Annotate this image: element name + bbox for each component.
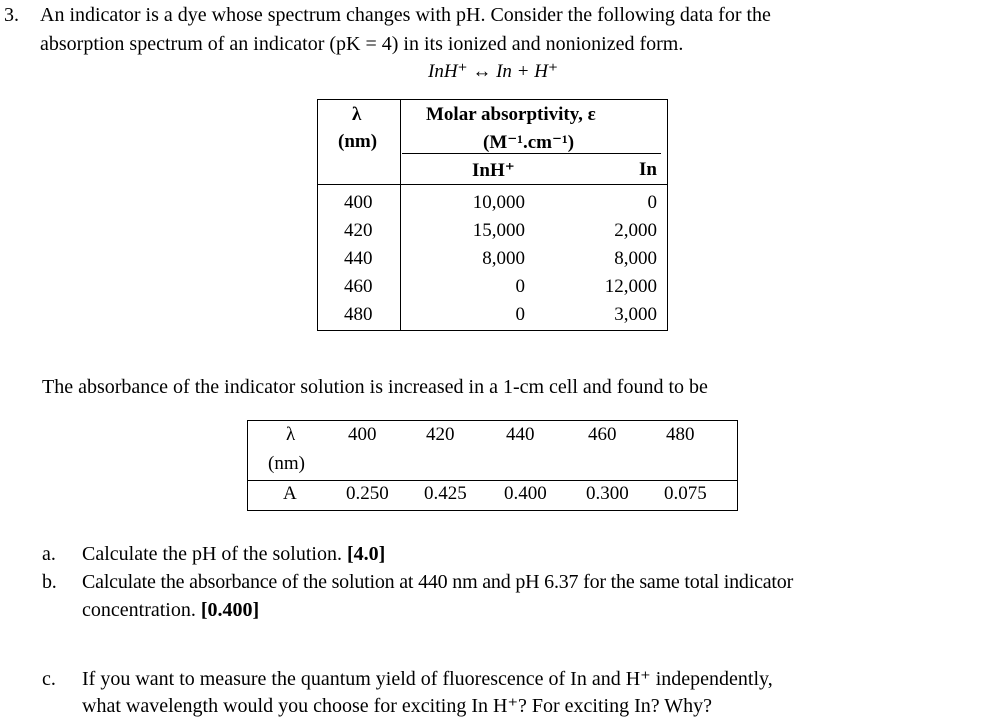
table-cell-absorbance: 0.425	[424, 483, 467, 504]
table-cell-wavelength: 420	[426, 424, 455, 445]
table-cell-inh: 8,000	[482, 248, 525, 269]
part-b-label: b.	[42, 571, 57, 593]
part-b-line-2	[82, 599, 259, 622]
molar-absorptivity-header: Molar absorptivity, ε	[426, 104, 596, 125]
part-c	[42, 666, 773, 691]
table-cell-wavelength: 420	[344, 220, 373, 241]
part-b-text-line-2: concentration.	[82, 599, 201, 621]
table-cell-wavelength: 440	[344, 248, 373, 269]
molar-absorptivity-table	[317, 99, 668, 331]
part-b-answer: [0.400]	[200, 599, 260, 621]
part-a-label: a.	[42, 543, 56, 565]
part-c-text-line-1: If you want to measure the quantum yield of fluorescence of In and H⁺ independently,	[82, 668, 773, 690]
table-cell-wavelength: 460	[588, 424, 617, 445]
lambda-symbol: λ	[352, 104, 362, 125]
question-text-line-2: absorption spectrum of an indicator (pK = 4) in its ionized and nonionized form.	[40, 33, 684, 55]
table-cell-in: 0	[647, 192, 657, 213]
table-cell-inh: 0	[515, 304, 525, 325]
column-header-inh: InH⁺	[472, 160, 515, 181]
table-cell-inh: 10,000	[472, 192, 525, 213]
part-c-line-2	[82, 693, 712, 718]
part-b-text-line-1: Calculate the absorbance of the solution at 440 nm and pH 6.37 for the same total indicator	[82, 571, 794, 593]
table-cell-wavelength: 400	[348, 424, 377, 445]
lambda-symbol: λ	[286, 424, 296, 445]
table-cell-wavelength: 480	[344, 304, 373, 325]
lambda-unit: (nm)	[268, 453, 305, 474]
table-cell-absorbance: 0.400	[504, 483, 547, 504]
part-c-label: c.	[42, 668, 56, 690]
table-cell-wavelength: 440	[506, 424, 535, 445]
lambda-unit: (nm)	[338, 131, 378, 152]
table-divider	[318, 184, 667, 185]
table-cell-absorbance: 0.075	[664, 483, 707, 504]
table-cell-in: 2,000	[614, 220, 657, 241]
question-text-line-1: An indicator is a dye whose spectrum changes with pH. Consider the following data for the	[40, 4, 771, 26]
equilibrium-equation: InH⁺ ↔ In + H⁺	[428, 61, 558, 82]
table-cell-in: 12,000	[604, 276, 657, 297]
absorbance-intro-text: The absorbance of the indicator solution is increased in a 1-cm cell and found to be	[42, 376, 708, 398]
table-cell-wavelength: 460	[344, 276, 373, 297]
table-cell-inh: 0	[515, 276, 525, 297]
molar-absorptivity-unit: (M⁻¹.cm⁻¹)	[483, 132, 575, 153]
table-divider	[400, 100, 401, 330]
table-cell-absorbance: 0.250	[346, 483, 389, 504]
table-cell-in: 8,000	[614, 248, 657, 269]
part-a-answer: [4.0]	[346, 543, 386, 565]
table-cell-absorbance: 0.300	[586, 483, 629, 504]
absorbance-label: A	[283, 483, 297, 504]
table-cell-in: 3,000	[614, 304, 657, 325]
table-divider	[248, 480, 737, 481]
table-cell-inh: 15,000	[472, 220, 525, 241]
part-b	[42, 571, 793, 594]
column-header-in: In	[639, 159, 657, 180]
absorbance-table	[247, 420, 738, 511]
question-number: 3.	[4, 4, 19, 26]
part-c-text-line-2: what wavelength would you choose for exciting In H⁺? For exciting In? Why?	[82, 695, 713, 717]
part-a-text: Calculate the pH of the solution.	[82, 543, 347, 565]
table-cell-wavelength: 480	[666, 424, 695, 445]
table-cell-wavelength: 400	[344, 192, 373, 213]
part-a	[42, 543, 385, 566]
